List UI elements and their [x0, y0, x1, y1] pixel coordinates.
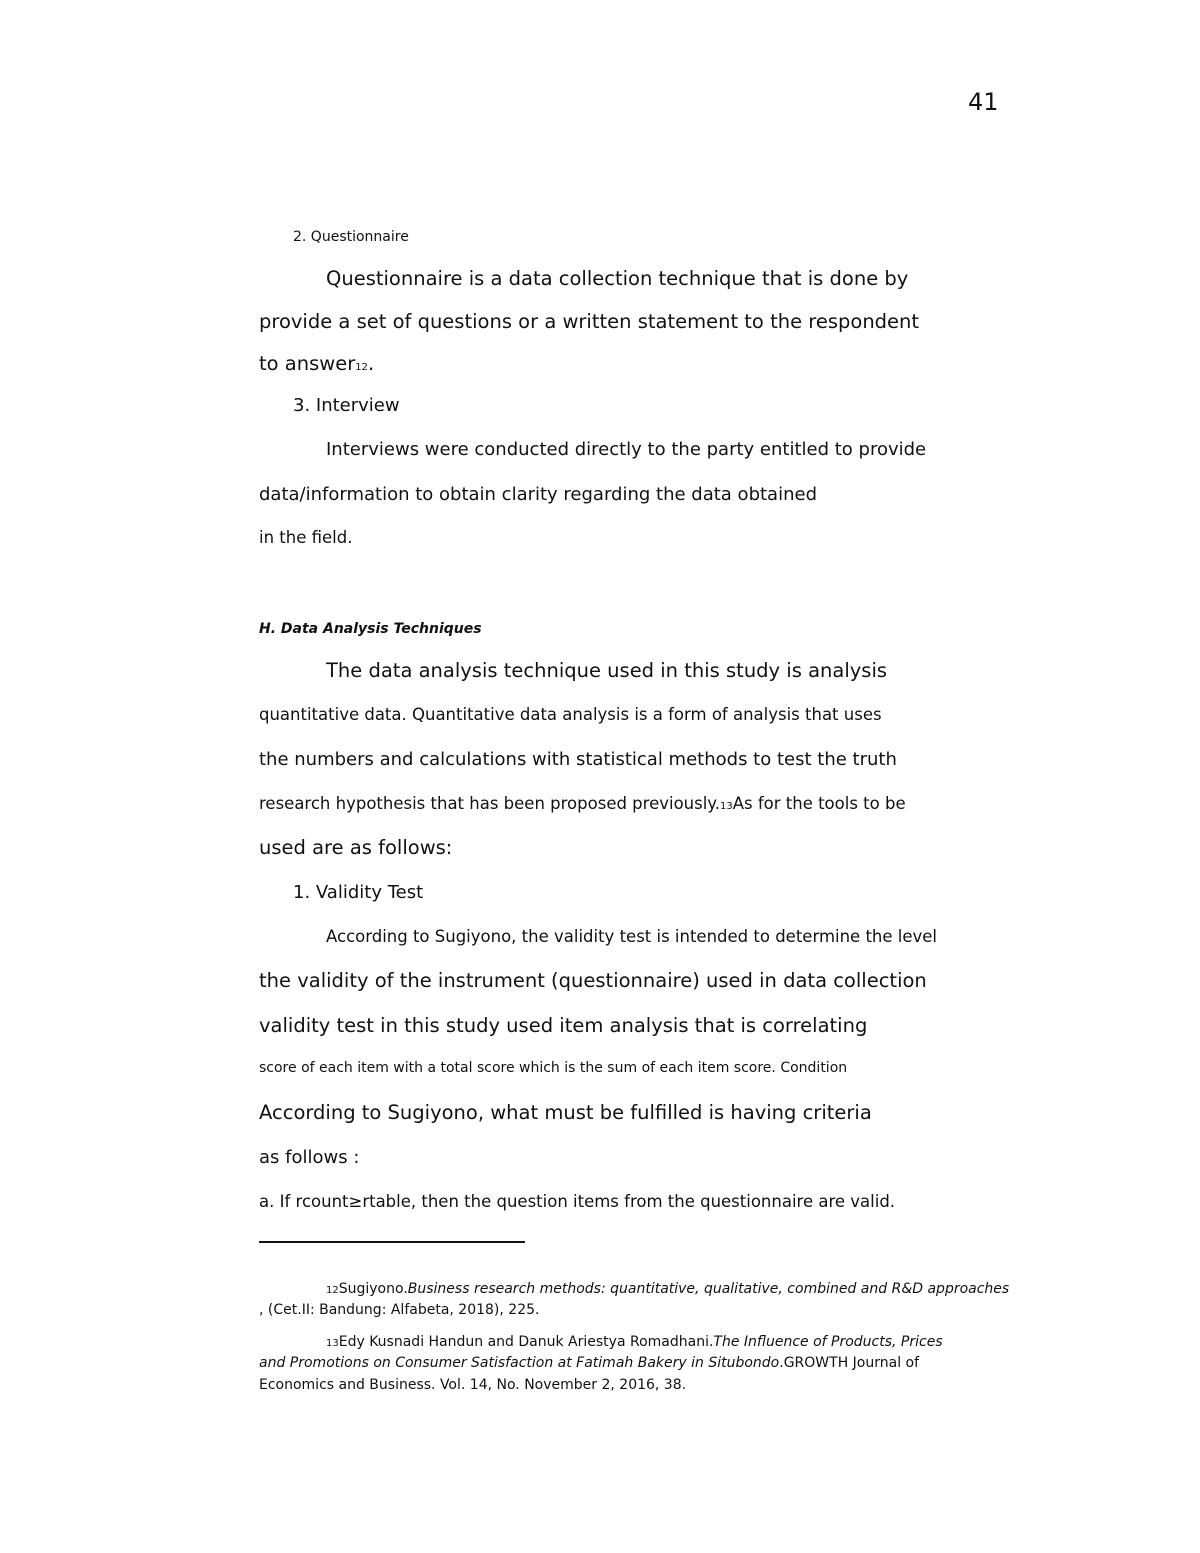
footnote-13-line [326, 1334, 943, 1350]
paragraph-line: provide a set of questions or a written statement to the respondent [259, 310, 920, 333]
footnote-12-line2: , (Cet.II: Bandung: Alfabeta, 2018), 225. [259, 1302, 540, 1318]
footnote-number: 12 [326, 1285, 339, 1296]
paragraph-text: As for the tools to be [732, 794, 906, 813]
page-number: 41 [968, 88, 999, 116]
footnote-title: The Influence of Products, Prices [713, 1334, 943, 1350]
footnote-ref: 13 [719, 801, 733, 812]
paragraph-text: to answer [259, 352, 356, 375]
paragraph-line: the numbers and calculations with statistical methods to test the truth [259, 749, 897, 770]
paragraph-line: as follows : [259, 1147, 360, 1168]
footnote-13-line2 [259, 1355, 919, 1371]
section-heading-questionnaire: 2. Questionnaire [293, 229, 409, 245]
paragraph-line: used are as follows: [259, 836, 453, 859]
paragraph-line: According to Sugiyono, the validity test is intended to determine the level [326, 927, 938, 946]
paragraph-line: validity test in this study used item analysis that is correlating [259, 1014, 868, 1037]
footnote-title: Business research methods: quantitative, qualitative, combined and R&D approaches [407, 1281, 1010, 1297]
paragraph-line: The data analysis technique used in this study is analysis [326, 659, 888, 682]
paragraph-text: . [367, 352, 375, 375]
paragraph-line [259, 352, 374, 375]
section-heading-data-analysis: H. Data Analysis Techniques [259, 621, 482, 637]
subsection-heading-validity-test: 1. Validity Test [293, 882, 424, 903]
paragraph-line: a. If rcount≥rtable, then the question items from the questionnaire are valid. [259, 1192, 896, 1211]
paragraph-line: in the field. [259, 528, 353, 547]
paragraph-line: data/information to obtain clarity regarding the data obtained [259, 484, 817, 505]
footnote-journal: .GROWTH Journal of [779, 1355, 920, 1371]
paragraph-line: Questionnaire is a data collection technique that is done by [326, 267, 909, 290]
paragraph-line: the validity of the instrument (questionnaire) used in data collection [259, 969, 927, 992]
paragraph-text: research hypothesis that has been proposed previously. [259, 794, 720, 813]
paragraph-line: Interviews were conducted directly to the party entitled to provide [326, 439, 927, 460]
footnote-number: 13 [326, 1338, 339, 1349]
paragraph-line: score of each item with a total score which is the sum of each item score. Condition [259, 1060, 848, 1076]
section-heading-interview: 3. Interview [293, 395, 400, 416]
footnote-ref: 12 [355, 362, 368, 373]
paragraph-line [259, 794, 906, 813]
footnote-12-line [326, 1281, 1009, 1297]
footnote-author: Sugiyono. [338, 1281, 408, 1297]
footnote-separator [259, 1241, 525, 1243]
footnote-13-line3: Economics and Business. Vol. 14, No. November 2, 2016, 38. [259, 1377, 687, 1393]
paragraph-line: quantitative data. Quantitative data analysis is a form of analysis that uses [259, 705, 882, 724]
paragraph-line: According to Sugiyono, what must be fulfilled is having criteria [259, 1101, 872, 1124]
footnote-title: and Promotions on Consumer Satisfaction at Fatimah Bakery in Situbondo [259, 1355, 780, 1371]
footnote-author: Edy Kusnadi Handun and Danuk Ariestya Romadhani. [338, 1334, 714, 1350]
